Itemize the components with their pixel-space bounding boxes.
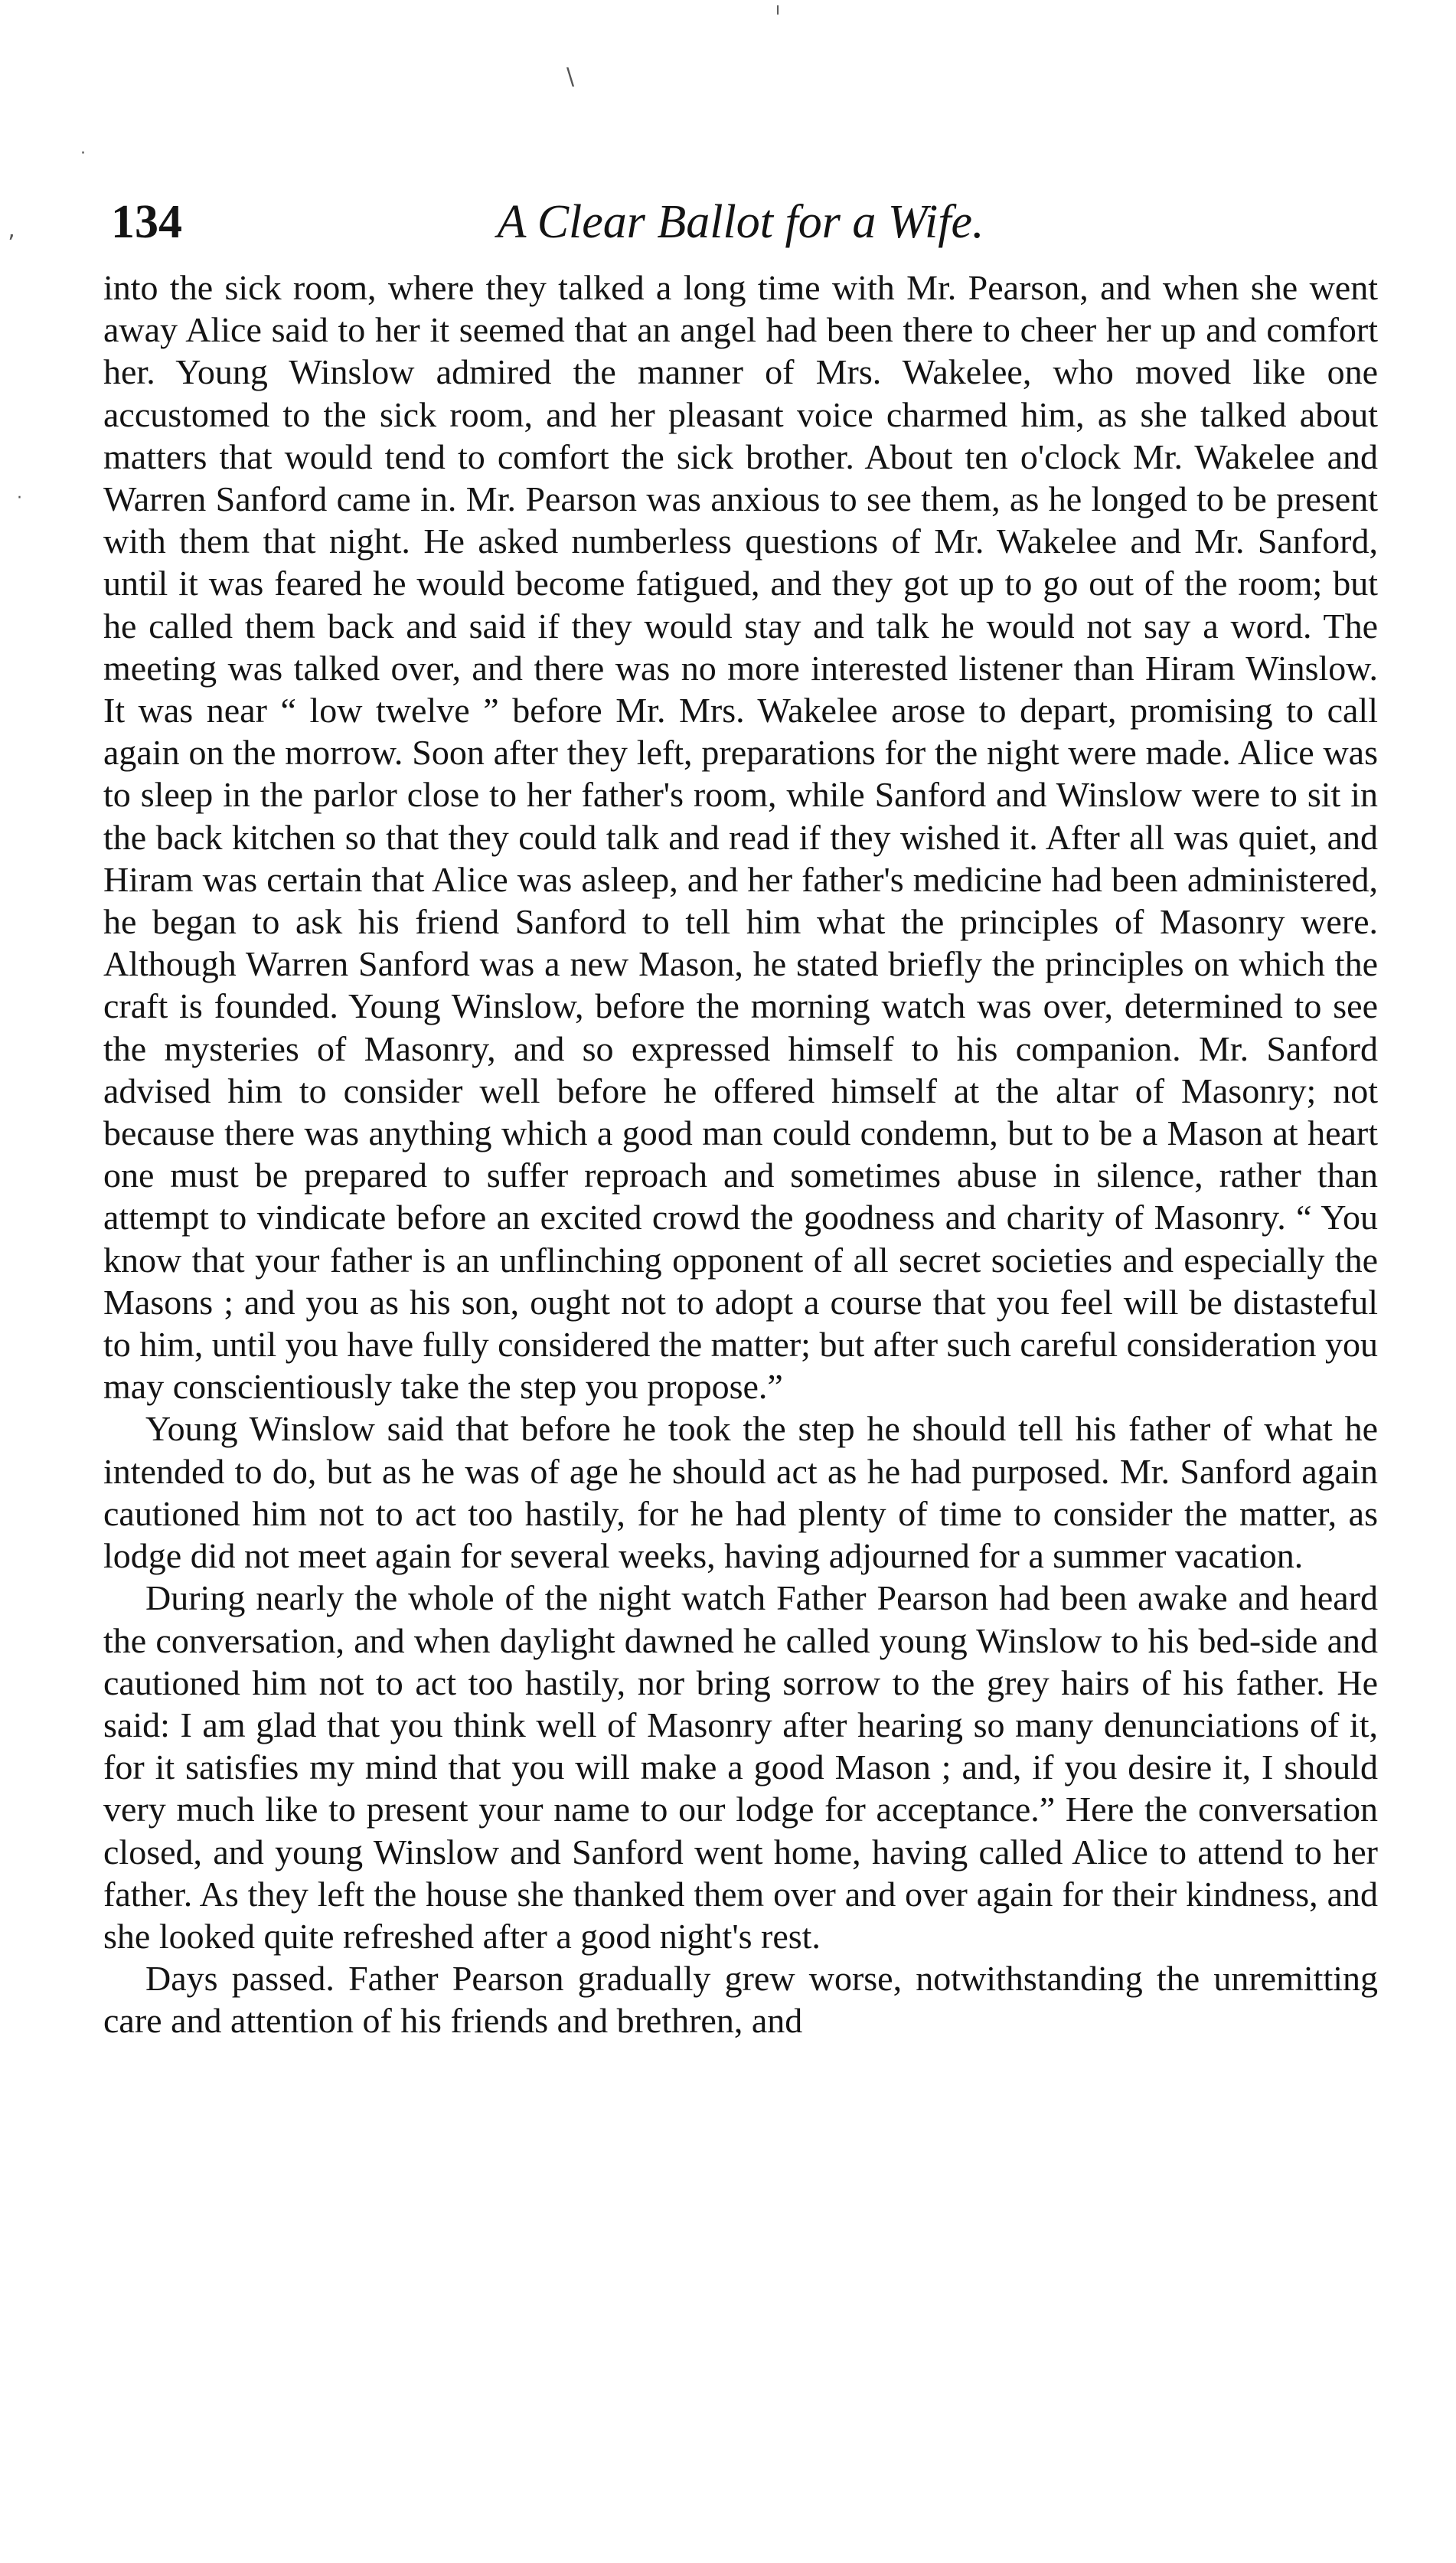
- page-number: 134: [111, 196, 182, 248]
- stray-mark: ı: [775, 0, 781, 19]
- paragraph: During nearly the whole of the night watch Father Pearson had been awake and heard the conversation, and when daylight dawned he called young Winslow to his bed-side and cautioned him not to act too hastily, nor bring sorrow to the grey hairs of his father. He said: I am glad that you think well of Masonry after hearing so many denunciations of it, for it satisfies my mind that you will make a good Mason ; and, if you desire it, I should very much like to present your name to our lodge for acceptance.” Here the conversation closed, and young Winslow and Sanford went home, having called Alice to attend to her father. As they left the house she thanked them over and over again for their kindness, and she looked quite refreshed after a good night's rest.: [103, 1578, 1378, 1956]
- stray-mark: ·: [80, 144, 86, 163]
- paragraph: into the sick room, where they talked a long time with Mr. Pearson, and when she went away Alice said to her it seemed that an angel had been there to cheer her up and comfort her. Young Winslow admired the manner of Mrs. Wakelee, who moved like one accustomed to the sick room, and her pleasant voice charmed him, as she talked about matters that would tend to comfort the sick brother. About ten o'clock Mr. Wakelee and Warren Sanford came in. Mr. Pearson was anxious to see them, as he longed to be present with them that night. He asked numberless questions of Mr. Wakelee and Mr. Sanford, until it was feared he would become fatigued, and they got up to go out of the room; but he called them back and said if they would stay and talk he would not say a word. The meeting was talked over, and there was no more interested listener than Hiram Winslow. It was near “ low twelve ” before Mr. Mrs. Wakelee arose to depart, promising to call again on the morrow. Soon after they left, preparations for the night were made. Alice was to sleep in the parlor close to her father's room, while Sanford and Winslow were to sit in the back kitchen so that they could talk and read if they wished it. After all was quiet, and Hiram was certain that Alice was asleep, and her father's medicine had been administered, he began to ask his friend Sanford to tell him what the principles of Masonry were. Although Warren Sanford was a new Mason, he stated briefly the principles on which the craft is founded. Young Winslow, before the morning watch was over, determined to see the mysteries of Masonry, and so expressed himself to his companion. Mr. Sanford advised him to consider well before he offered himself at the altar of Masonry; not because there was anything which a good man could condemn, but to be a Mason at heart one must be prepared to suffer reproach and sometimes abuse in silence, rather than attempt to vindicate before an excited crowd the goodness and charity of Masonry. “ You know that your father is an unflinching opponent of all secret societies and especially the Masons ; and you as his son, ought not to adopt a course that you feel will be distasteful to him, until you have fully considered the matter; but after such careful consideration you may conscientiously take the step you propose.”: [103, 268, 1378, 1407]
- running-title: A Clear Ballot for a Wife.: [497, 196, 984, 248]
- paragraph: Young Winslow said that before he took the step he should tell his father of what he intended to do, but as he was of age he should act as he had purposed. Mr. Sanford again cautioned him not to act too hastily, for he had plenty of time to consider the matter, as lodge did not meet again for several weeks, having adjourned for a summer vacation.: [103, 1409, 1378, 1576]
- stray-mark: ʼ: [8, 230, 15, 257]
- stray-mark: ·: [17, 489, 22, 508]
- page-header: [103, 191, 1378, 260]
- paragraph: Days passed. Father Pearson gradually grew worse, notwithstanding the unremitting care and attention of his friends and brethren, and: [103, 1959, 1378, 2041]
- stray-mark: \: [566, 64, 575, 90]
- book-page: [103, 191, 1378, 2042]
